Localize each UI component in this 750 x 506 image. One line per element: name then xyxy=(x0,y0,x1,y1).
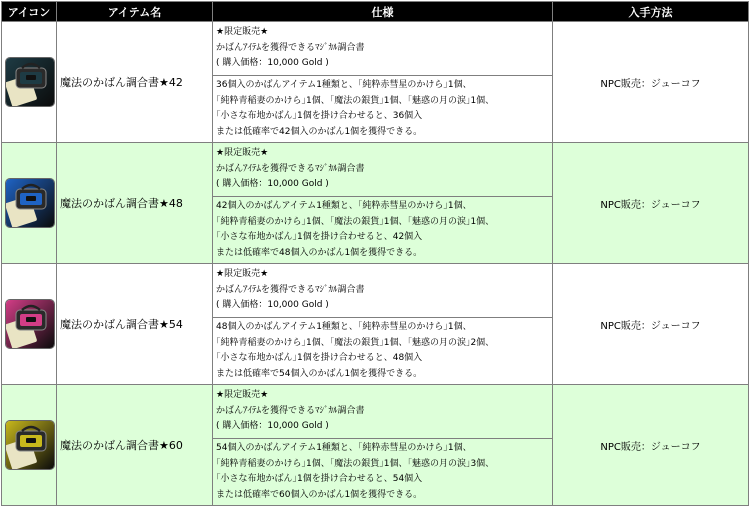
spec-detail xyxy=(213,439,553,506)
item-name: 魔法のかばん調合書★60 xyxy=(57,385,213,506)
item-table xyxy=(1,1,749,506)
spec-line: または低確率で48個入のかばん1個を獲得できる。 xyxy=(216,247,423,258)
header-spec: 仕様 xyxy=(213,2,553,22)
spec-line: ｢純粋青稲妻のかけら｣1個、｢魔法の銀貨｣1個、｢魅惑の月の涙｣1個、 xyxy=(216,95,495,106)
spec-summary xyxy=(213,264,553,318)
spec-line: 36個入のかばんアイテム1種類と、｢純粋赤彗星のかけら｣1個、 xyxy=(216,80,472,90)
spec-line: ｢純粋青稲妻のかけら｣1個、｢魔法の銀貨｣1個、｢魅惑の月の涙｣3個、 xyxy=(216,458,495,469)
spec-detail xyxy=(213,318,553,385)
spec-detail xyxy=(213,76,553,143)
spec-line: ( 購入価格：10,000 Gold ) xyxy=(216,421,329,432)
spec-line: ｢純粋青稲妻のかけら｣1個、｢魔法の銀貨｣1個、｢魅惑の月の涙｣1個、 xyxy=(216,216,495,227)
item-name: 魔法のかばん調合書★48 xyxy=(57,143,213,264)
item-name: 魔法のかばん調合書★54 xyxy=(57,264,213,385)
spec-line: かばんｱｲﾃﾑを獲得できるﾏｼﾞｶﾙ調合書 xyxy=(216,163,365,174)
table-row xyxy=(2,264,749,318)
spec-summary xyxy=(213,22,553,76)
spec-line: 54個入のかばんアイテム1種類と、｢純粋赤彗星のかけら｣1個、 xyxy=(216,443,472,453)
icon-cell xyxy=(2,143,57,264)
header-name: アイテム名 xyxy=(57,2,213,22)
spec-line: ★限定販売★ xyxy=(216,269,269,280)
spec-line: かばんｱｲﾃﾑを獲得できるﾏｼﾞｶﾙ調合書 xyxy=(216,284,365,295)
spec-line: ｢小さな布地かばん｣1個を掛け合わせると、48個入 xyxy=(216,353,423,363)
acquisition-method: NPC販売：ジューコフ xyxy=(553,264,749,385)
header-icon: アイコン xyxy=(2,2,57,22)
spec-line: ｢小さな布地かばん｣1個を掛け合わせると、54個入 xyxy=(216,474,423,484)
header-how: 入手方法 xyxy=(553,2,749,22)
acquisition-method: NPC販売：ジューコフ xyxy=(553,22,749,143)
spec-line: または低確率で42個入のかばん1個を獲得できる。 xyxy=(216,126,423,137)
spec-line: 48個入のかばんアイテム1種類と、｢純粋赤彗星のかけら｣1個、 xyxy=(216,322,472,332)
table-header-row xyxy=(2,2,749,22)
spec-line: ( 購入価格：10,000 Gold ) xyxy=(216,58,329,69)
table-row xyxy=(2,22,749,76)
bag-recipe-icon xyxy=(5,420,55,470)
spec-line: ★限定販売★ xyxy=(216,148,269,159)
table-body xyxy=(2,22,749,506)
spec-line: 42個入のかばんアイテム1種類と、｢純粋赤彗星のかけら｣1個、 xyxy=(216,201,472,211)
spec-line: ★限定販売★ xyxy=(216,27,269,38)
bag-recipe-icon xyxy=(5,178,55,228)
icon-cell xyxy=(2,385,57,506)
spec-line: または低確率で60個入のかばん1個を獲得できる。 xyxy=(216,489,423,500)
spec-line: かばんｱｲﾃﾑを獲得できるﾏｼﾞｶﾙ調合書 xyxy=(216,42,365,53)
icon-cell xyxy=(2,264,57,385)
spec-line: かばんｱｲﾃﾑを獲得できるﾏｼﾞｶﾙ調合書 xyxy=(216,405,365,416)
spec-line: ｢純粋青稲妻のかけら｣1個、｢魔法の銀貨｣1個、｢魅惑の月の涙｣2個、 xyxy=(216,337,495,348)
spec-line: または低確率で54個入のかばん1個を獲得できる。 xyxy=(216,368,423,379)
item-name: 魔法のかばん調合書★42 xyxy=(57,22,213,143)
spec-line: ｢小さな布地かばん｣1個を掛け合わせると、42個入 xyxy=(216,232,423,242)
spec-summary xyxy=(213,385,553,439)
spec-line: ★限定販売★ xyxy=(216,390,269,401)
table-row xyxy=(2,385,749,439)
bag-recipe-icon xyxy=(5,299,55,349)
table-row xyxy=(2,143,749,197)
bag-recipe-icon xyxy=(5,57,55,107)
icon-cell xyxy=(2,22,57,143)
spec-detail xyxy=(213,197,553,264)
spec-summary xyxy=(213,143,553,197)
spec-line: ( 購入価格：10,000 Gold ) xyxy=(216,179,329,190)
acquisition-method: NPC販売：ジューコフ xyxy=(553,143,749,264)
spec-line: ( 購入価格：10,000 Gold ) xyxy=(216,300,329,311)
spec-line: ｢小さな布地かばん｣1個を掛け合わせると、36個入 xyxy=(216,111,423,121)
acquisition-method: NPC販売：ジューコフ xyxy=(553,385,749,506)
